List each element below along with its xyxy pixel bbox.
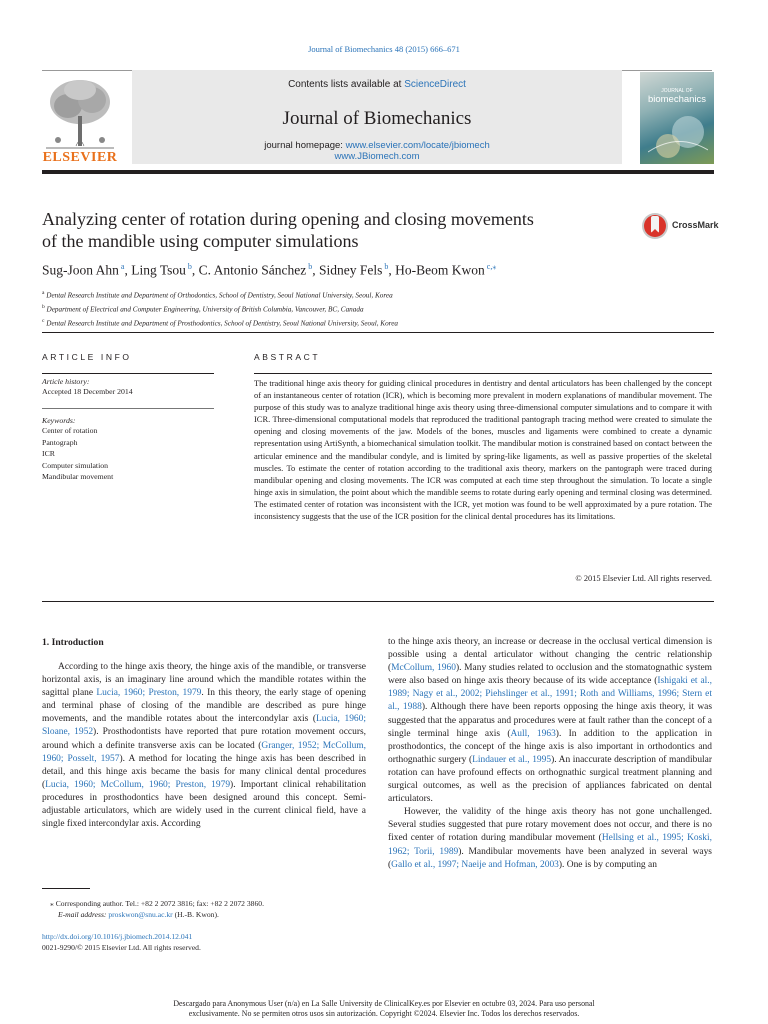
author-affiliation-mark[interactable]: b bbox=[382, 262, 389, 271]
abstract-rule bbox=[254, 373, 712, 374]
keyword-item: ICR bbox=[42, 449, 55, 458]
doi-link[interactable]: http://dx.doi.org/10.1016/j.jbiomech.2014.12.041 bbox=[42, 932, 193, 941]
keyword-item: Computer simulation bbox=[42, 460, 109, 470]
article-info-rule bbox=[42, 373, 214, 374]
keywords-label: Keywords: bbox=[42, 416, 76, 425]
article-title-line-2: of the mandible using computer simulations bbox=[42, 231, 359, 251]
abstract-text: The traditional hinge axis theory for guiding clinical procedures in dentistry and dental articulators has been challenged by the concept of an instantaneous center of rotation (ICR), which is becoming more prevalent in modern explanations of mandibular movement. The purpose of this study was to analyze traditional hinge axis theory using three-dimensional computer simulations and to compare it with ICR. Three-dimensional computational models that reproduced the traditional pantograph tracing method were created to simulate the opening and closing movements of the jaw. Models of the bones, muscles and ligaments were combined to create a dynamic representation using ArtiSynth, a biomechanical simulation toolkit. The mandibular motion is constrained based on contact between the articular eminence and the mandibular condyle, and is limited by spring-like ligaments, as well as passive properties of the skeletal muscles. To estimate the center of rotation according to the traditional axis theory, markers on the pantograph were traced during mandibular opening and closing movements. The ICR was computed at each time step throughout the simulation. To locate a single hinge axis in simulation, the point about which the mandible seems to rotate during early opening and terminal closing was determined. The estimated center of rotation was inconsistent with the ICR, yet motion was found to be well approximated by a pure rotation. The inconsistency suggests that the use of the ICR position for the clinical dental procedures has its limitations. bbox=[254, 378, 712, 522]
author-separator: , bbox=[312, 262, 320, 278]
body-text: . In this theory, the early stage of opening and terminal phase of closing of the mandible are described as pure hinge movements, and the mandible rotates about the intercondylar axis ( bbox=[42, 688, 367, 725]
keyword-item: Pantograph bbox=[42, 437, 78, 447]
homepage-link-jbiomech[interactable]: www.JBiomech.com bbox=[334, 151, 420, 162]
elsevier-tree-icon bbox=[40, 76, 120, 150]
footnote-rule bbox=[42, 888, 90, 889]
intro-right-paragraph-1 bbox=[388, 636, 712, 806]
corresponding-footnote bbox=[42, 898, 372, 920]
author-separator: , bbox=[388, 262, 396, 278]
citation-link[interactable]: Aull, 1963 bbox=[510, 728, 556, 739]
elsevier-wordmark: ELSEVIER bbox=[42, 150, 118, 165]
affiliation-line bbox=[42, 288, 722, 302]
affiliation-text: Dental Research Institute and Department of Prosthodontics, School of Dentistry, Seoul National University, Seoul, Korea bbox=[44, 319, 398, 328]
affiliation-text: Dental Research Institute and Department of Orthodontics, School of Dentistry, Seoul National University, Seoul, Korea bbox=[44, 291, 393, 300]
journal-cover-image[interactable] bbox=[640, 72, 714, 164]
download-notice-line-2: exclusivamente. No se permiten otros usos sin autorización. Copyright ©2024. Elsevier Inc. Todos los derechos reservados. bbox=[188, 1009, 580, 1018]
citation-link[interactable]: Lucia, 1960; Sloane, 1952 bbox=[42, 714, 366, 738]
homepage-prefix: journal homepage: bbox=[264, 140, 346, 151]
journal-homepage bbox=[132, 140, 622, 162]
crossmark-icon bbox=[640, 210, 670, 242]
body-text: ). An inaccurate description of mandibular rotation can have profound effects on orthognathic surgical treatment planning and surgical outcomes, as well as the precision of appliances fabricated on dental articulators. bbox=[388, 754, 712, 805]
author-list bbox=[42, 262, 722, 279]
section-heading-introduction: 1. Introduction bbox=[42, 637, 104, 648]
body-text: ). One is by computing an bbox=[558, 859, 657, 870]
body-text: ). Although there have been reports opposing the hinge axis theory, it was suggested that the apparatus and procedures were at fault rather than the concept of a single terminal hinge axis ( bbox=[388, 702, 713, 739]
keywords-list bbox=[42, 425, 214, 483]
keywords-block bbox=[42, 416, 214, 483]
article-title-line-1: Analyzing center of rotation during opening and closing movements bbox=[42, 209, 534, 229]
sciencedirect-link[interactable]: ScienceDirect bbox=[404, 79, 466, 90]
body-text: ). Important clinical rehabilitation procedures in prosthodontics have been designed around this concept. Semi-adjustable articulators, which are widely used in the current clinical field, have a single fixed intercondylar axis. According bbox=[42, 779, 367, 830]
email-line bbox=[42, 909, 372, 920]
affiliation-text: Department of Electrical and Computer Engineering, University of British Columbia, Vancouver, BC, Canada bbox=[44, 305, 364, 314]
intro-right-column bbox=[388, 636, 712, 872]
history-label: Article history: bbox=[42, 377, 90, 386]
contents-prefix: Contents lists available at bbox=[288, 79, 405, 90]
citation-link[interactable]: Lucia, 1960; Preston, 1979 bbox=[96, 688, 202, 699]
keyword-item: Mandibular movement bbox=[42, 472, 114, 481]
contents-line bbox=[132, 79, 622, 90]
intro-left-paragraph bbox=[42, 661, 366, 831]
download-notice bbox=[0, 999, 768, 1019]
body-text: According to the hinge axis theory, the hinge axis of the mandible, or transverse horizontal axis, is an imaginary line around which the mandible rotates within the sagittal plane bbox=[42, 662, 366, 699]
keyword-item: Center of rotation bbox=[42, 426, 98, 435]
corresponding-author: ⁎ Corresponding author. Tel.: +82 2 2072 3816; fax: +82 2 2072 3860. bbox=[50, 899, 264, 908]
body-text: to the hinge axis theory, an increase or decrease in the occlusal vertical dimension is possible using a dental articulator without changing the centric relationship ( bbox=[388, 637, 712, 674]
keywords-rule bbox=[42, 408, 214, 409]
citation-link[interactable]: Ishigaki et al., 1989; Nagy et al., 2002; Piehslinger et al., 1991; Roth and Williams, 1996; Stern et al., 1988 bbox=[388, 676, 712, 713]
author-affiliation-mark[interactable]: b bbox=[306, 262, 313, 271]
doi-block bbox=[42, 931, 372, 953]
accepted-date: Accepted 18 December 2014 bbox=[42, 387, 133, 396]
citation-link[interactable]: McCollum, 1960 bbox=[391, 663, 456, 674]
email-label: E-mail address: bbox=[58, 910, 109, 919]
title-block-rule bbox=[42, 332, 714, 333]
download-notice-line-1: Descargado para Anonymous User (n/a) en La Salle University de ClinicalKey.es por Elsevier en octubre 03, 2024. Para uso personal bbox=[173, 999, 595, 1008]
citation-link[interactable]: Hellsing et al., 1995; Koski, 1962; Torii, 1989 bbox=[388, 833, 712, 857]
body-text: ). Mandibular movements have been analyzed in several ways ( bbox=[388, 846, 712, 870]
abstract-heading: ABSTRACT bbox=[254, 352, 321, 362]
crossmark-label: CrossMark bbox=[672, 220, 719, 230]
journal-title: Journal of Biomechanics bbox=[282, 108, 472, 129]
cover-artwork-icon bbox=[648, 112, 708, 160]
article-info-heading: ARTICLE INFO bbox=[42, 352, 132, 362]
author-affiliation-mark[interactable]: b bbox=[185, 262, 192, 271]
cover-small-text: JOURNAL OF bbox=[661, 88, 693, 94]
author-name: Ho-Beom Kwon bbox=[395, 262, 485, 278]
citation-link[interactable]: Gallo et al., 1997; Naeije and Hofman, 2003 bbox=[391, 859, 559, 870]
author-name: Sug-Joon Ahn bbox=[42, 262, 119, 278]
author-separator: , bbox=[124, 262, 132, 278]
citation-link[interactable]: Granger, 1952; McCollum, 1960; Posselt, 1957 bbox=[42, 740, 367, 764]
citation-link[interactable]: Lucia, 1960; McCollum, 1960; Preston, 1979 bbox=[45, 779, 231, 790]
author-name: Ling Tsou bbox=[131, 262, 186, 278]
crossmark-badge[interactable] bbox=[640, 210, 720, 242]
abstract-bottom-rule bbox=[42, 601, 714, 602]
body-text: ). In addition to the application in prosthodontics, the concept of the hinge axis is also important in orthodontics and orthognathic surgery ( bbox=[388, 728, 712, 765]
elsevier-logo[interactable] bbox=[40, 76, 120, 166]
affiliation-mark: a bbox=[42, 290, 45, 296]
email-link[interactable]: proskwon@snu.ac.kr bbox=[108, 910, 173, 919]
article-history bbox=[42, 377, 214, 398]
body-text: ). A method for locating the hinge axis has been described in detail, and this hinge axis became the basis for many clinical dental procedures ( bbox=[42, 753, 366, 790]
author-name: Sidney Fels bbox=[319, 262, 383, 278]
author-affiliation-mark[interactable]: a bbox=[118, 262, 125, 271]
homepage-link-elsevier[interactable]: www.elsevier.com/locate/jbiomech bbox=[345, 140, 490, 151]
header-thick-rule bbox=[42, 170, 714, 174]
author-affiliation-mark[interactable]: c,⁎ bbox=[484, 262, 497, 271]
body-text: ). Prosthodontists have reported that pure rotation movement occurs, around which a definite transverse axis can be located ( bbox=[42, 727, 367, 751]
article-title bbox=[42, 208, 622, 252]
affiliation-mark: b bbox=[42, 303, 45, 310]
body-text: However, the validity of the hinge axis theory has not gone unchallenged. Several studies suggested that pure rotary movement does not occur, and there is no fixed center of rotation during mandibular movement ( bbox=[388, 807, 712, 844]
citation-link[interactable]: Lindauer et al., 1995 bbox=[472, 754, 552, 765]
cover-title: biomechanics bbox=[647, 94, 707, 105]
affiliation-line bbox=[42, 302, 722, 316]
affiliation-mark: c bbox=[42, 317, 45, 324]
abstract-copyright: © 2015 Elsevier Ltd. All rights reserved. bbox=[575, 574, 712, 583]
intro-right-paragraph-2 bbox=[388, 806, 712, 871]
running-head[interactable]: Journal of Biomechanics 48 (2015) 666–671 bbox=[308, 44, 460, 54]
issn-line: 0021-9290/© 2015 Elsevier Ltd. All rights reserved. bbox=[42, 943, 201, 952]
body-text: ). Many studies related to occlusion and the stomatognathic system were also based on hinge axis theory because of its wide acceptance ( bbox=[388, 663, 712, 687]
author-name: C. Antonio Sánchez bbox=[198, 262, 307, 278]
affiliations bbox=[42, 288, 722, 330]
affiliation-line bbox=[42, 316, 722, 330]
author-separator: , bbox=[191, 262, 199, 278]
email-suffix: (H.-B. Kwon). bbox=[172, 910, 219, 919]
